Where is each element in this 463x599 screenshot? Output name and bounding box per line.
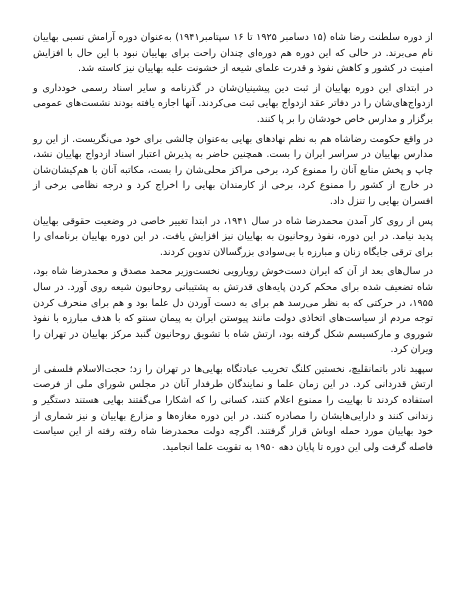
paragraph-early-period: در ابتدای این دوره بهاییان از ثبت دین پیشینیان‌شان در گذرنامه و سایر اسناد رسمی خودداری و ازدواج‌های‌شان را در دفاتر عقد ازدواج بهایی ثبت می‌کردند. آنها اجازه یافته بودند نشست‌های عمومی برگزار و مدارس خاص خودشان را بر پا کنند. bbox=[33, 82, 433, 125]
document-body bbox=[33, 30, 433, 459]
paragraph-reza-shah-era: از دوره سلطنت رضا شاه (۱۵ دسامبر ۱۹۲۵ تا ۱۶ سپتامبر۱۹۴۱) به‌عنوان دوره آرامش نسبی بهاییان نام می‌برند. در حالی که این دوره هم دوره‌ای چندان راحت برای بهاییان نبود با این حال با افزایش امنیت در کشور و کاهش نفوذ و قدرت علمای شیعه از خشونت علیه بهاییان نیز کاسته شد. bbox=[33, 32, 433, 75]
paragraph-restrictions: در واقع حکومت رضاشاه هم به نظم نهادهای بهایی به‌عنوان چالشی برای خود می‌نگریست. از این رو مدارس بهاییان در سراسر ایران را بست. همچنین حاضر به پذیرش اعتبار اسناد ازدواج بهاییان نشد، چاپ و پخش منابع آنان را ممنوع کرد، برخی مراکز محلی‌شان را بست، مکاتبه آنان با هم‌کیشان‌شان در خارج از کشور را ممنوع کرد، برخی از کارمندان بهایی را اخراج کرد و درجه نظامی برخی از افسران بهایی را تنزل داد. bbox=[33, 133, 433, 207]
paragraph-demolition: سپهبد نادر باتمانقلیچ، نخستین کلنگ تخریب عبادتگاه بهایی‌ها در تهران را زد؛ حجت‌الاسلام فلسفی از ارتش قدردانی کرد. در این زمان علما و نمایندگان طرفدار آنان در مجلس شورای ملی از فرصت استفاده کردند تا بهاییت را ممنوع اعلام کنند، کسانی را که اشکارا می‌گفتند بهایی هستند دستگیر و زندانی کنند و دارایی‌هایشان را مصادره کنند. در این دوره مغازه‌ها و مزارع بهاییان و نیز شماری از خود بهاییان مورد حمله اوباش قرار گرفتند. اگرچه دولت محمدرضا شاه رفته رفته از این سیاست فاصله گرفت ولی این دوره تا پایان دهه ۱۹۵۰ به تقویت علما انجامید. bbox=[33, 363, 433, 453]
paragraph-mohammad-reza-shah: پس از روی کار آمدن محمدرضا شاه در سال ۱۹۴۱، در ابتدا تغییر خاصی در وضعیت حقوقی بهاییان پدید نیامد. در این دوره، نفوذ روحانیون به بهاییان نیز افزایش یافت. در این دوره بهاییان برنامه‌ای را برای ترقی جایگاه زنان و مبارزه با بی‌سوادی بزرگسالان تدوین کردند. bbox=[33, 215, 433, 258]
paragraph-1955-events: در سال‌های بعد از آن که ایران دست‌خوش رویارویی نخست‌وزیر محمد مصدق و محمدرضا شاه بود، شاه تضعیف شده برای محکم کردن پایه‌های قدرتش به پشتیبانی روحانیون شیعه روی آورد. در سال ۱۹۵۵، در حرکتی که به نظر می‌رسد هم برای به دست آوردن دل علما بود و هم برای منحرف کردن توجه مردم از سیاست‌های اتخاذی دولت مانند پیوستن ایران به پیمان سنتو که با هدف مبارزه با نفوذ شوروی و مارکسیسم شکل گرفته بود، ارتش شاه با تشویق روحانیون گنبد مرکز بهاییان در تهران را ویران کرد. bbox=[33, 266, 433, 356]
